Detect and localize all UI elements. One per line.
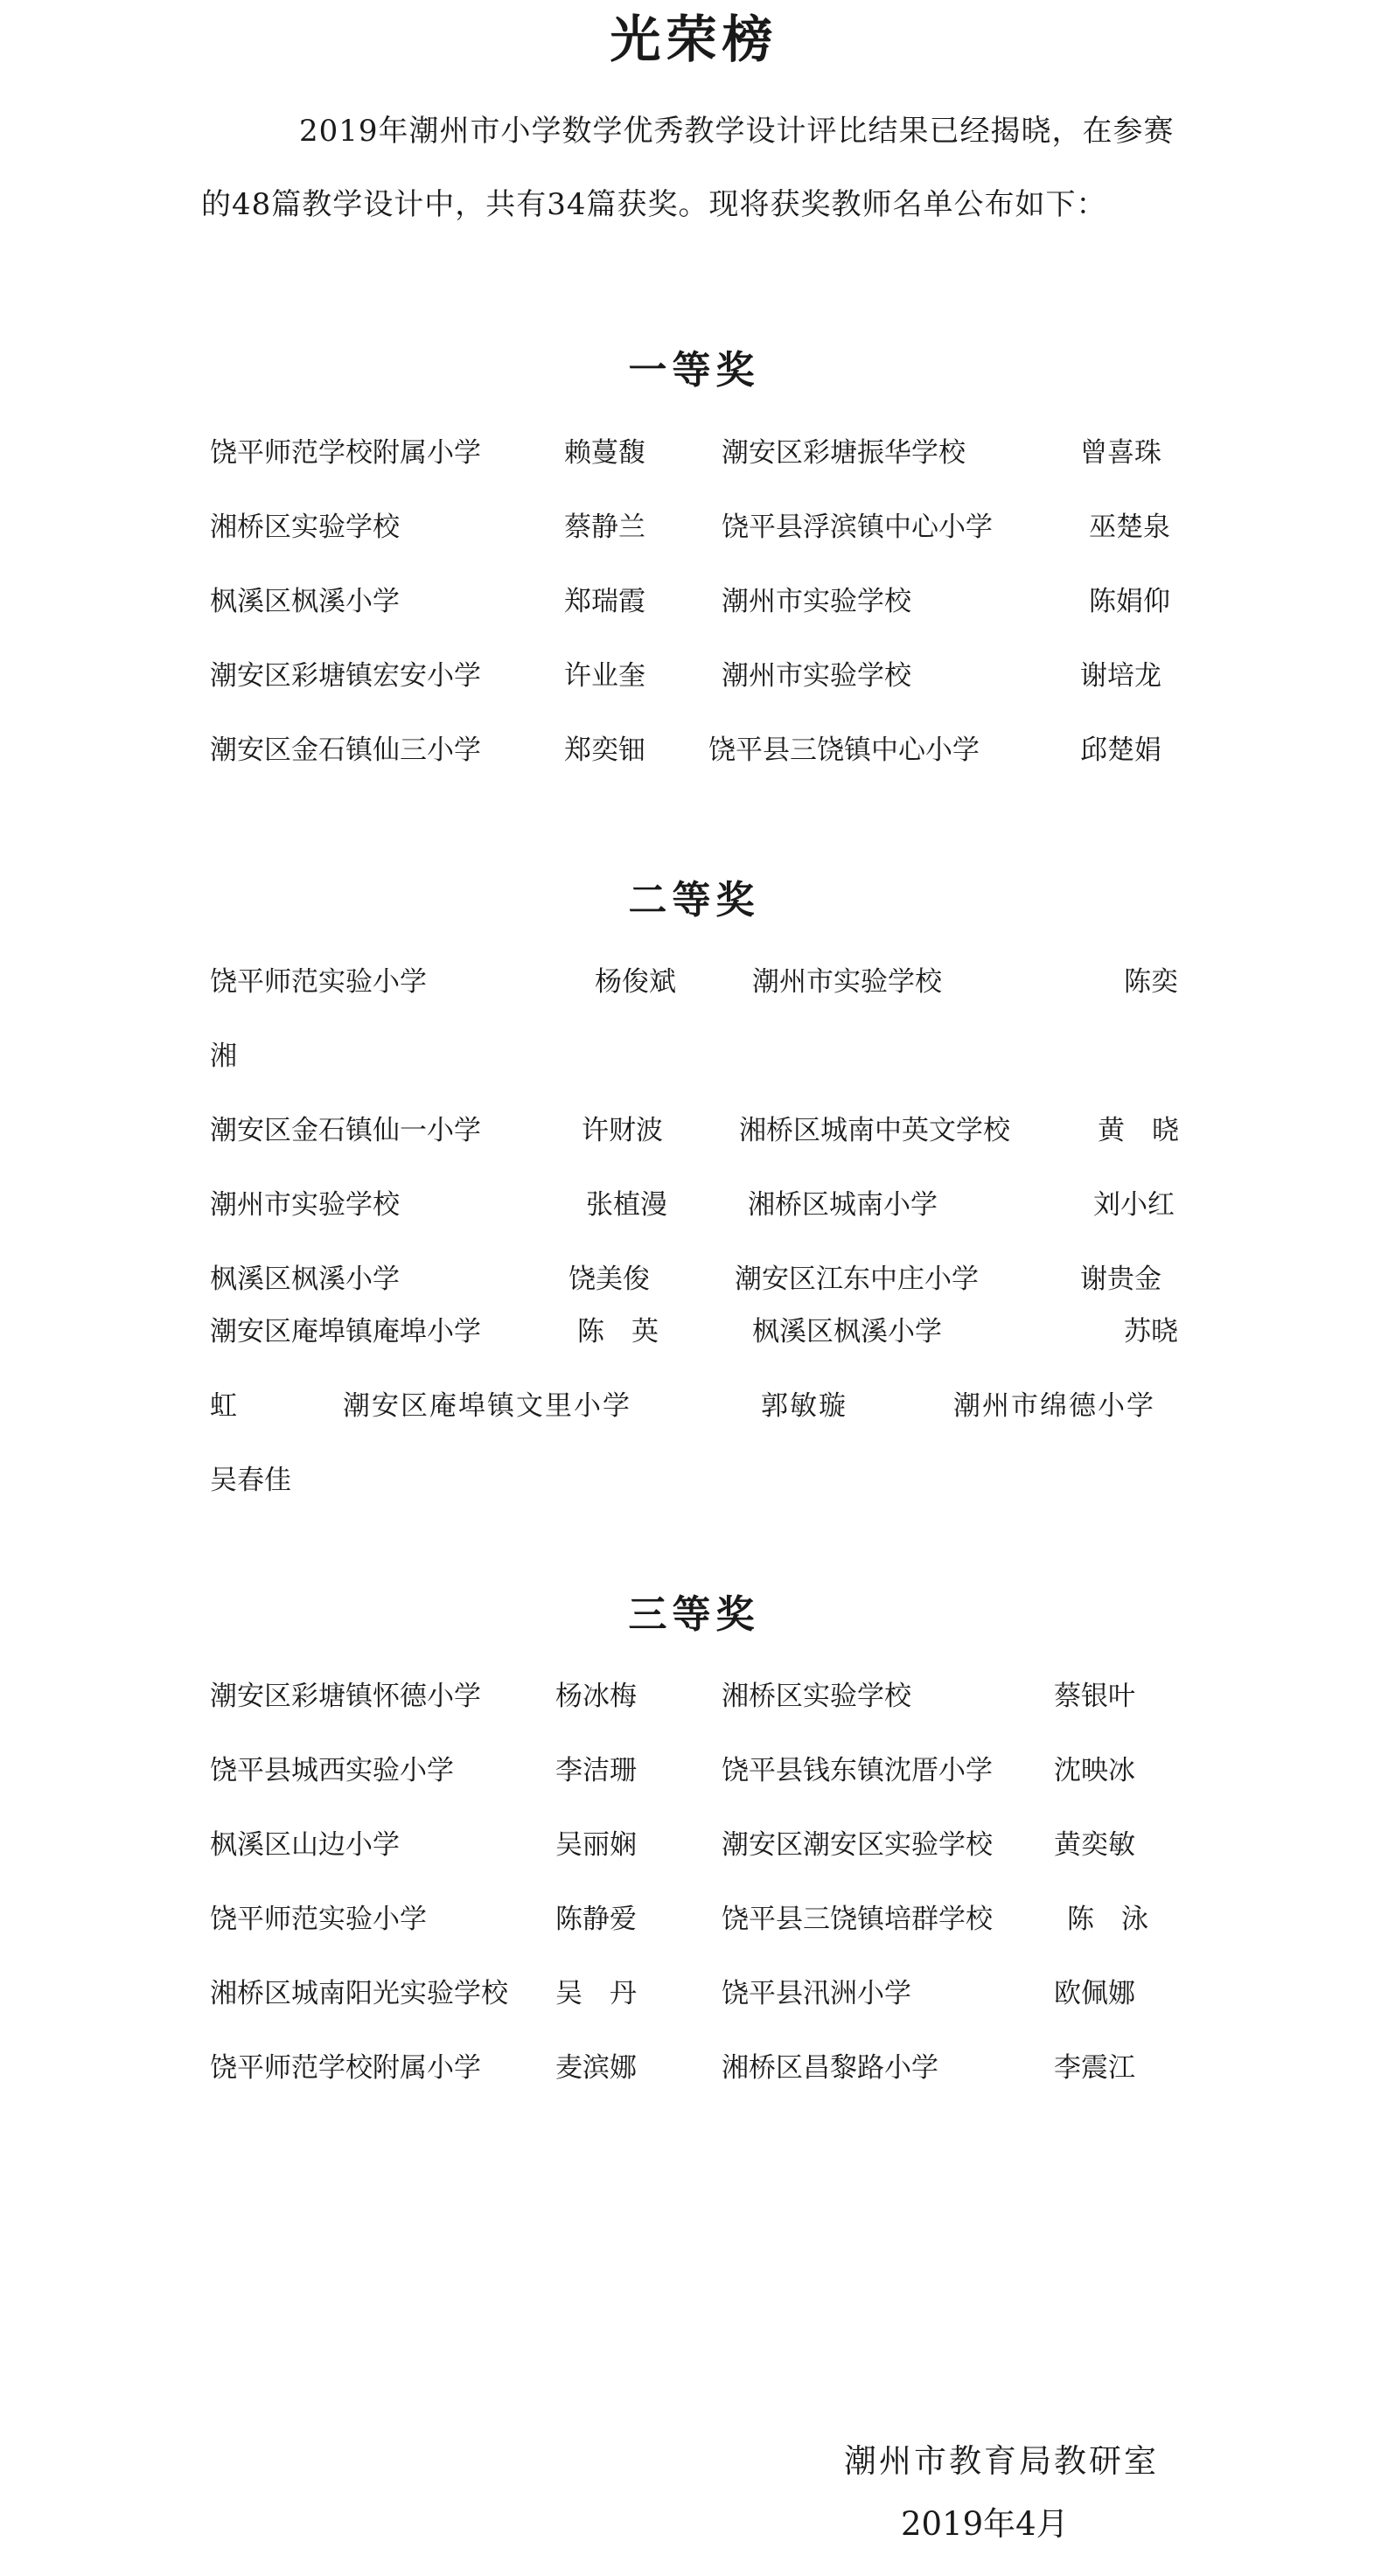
- school-1: 湘桥区城南阳光实验学校: [210, 1978, 508, 2009]
- wrapped-teacher-name: 吴春佳: [210, 1465, 291, 1496]
- page-title: 光荣榜: [610, 10, 778, 69]
- school-1: 枫溪区枫溪小学: [210, 586, 400, 617]
- school-1: 枫溪区山边小学: [210, 1829, 400, 1861]
- first-prize-heading: 一等奖: [628, 348, 760, 393]
- first-prize-row: [210, 431, 1181, 475]
- school-2: 潮州市实验学校: [752, 966, 942, 998]
- school-2: 潮州市实验学校: [722, 660, 911, 692]
- second-prize-row: [210, 1183, 1181, 1227]
- school-1: 湘桥区实验学校: [210, 512, 400, 543]
- third-prize-row: [210, 1749, 1181, 1793]
- teacher-1: 郑瑞霞: [564, 586, 645, 617]
- teacher-2: 陈 泳: [1067, 1904, 1148, 1935]
- third-prize-row: [210, 1972, 1181, 2016]
- school-2: 饶平县三饶镇中心小学: [708, 735, 980, 766]
- first-prize-row: [210, 580, 1181, 623]
- second-prize-row: [210, 1109, 1181, 1152]
- third-prize-row: [210, 1897, 1181, 1941]
- teacher-1: 郭敏璇: [761, 1390, 847, 1422]
- first-prize-row: [210, 654, 1181, 698]
- school-1: 潮州市实验学校: [210, 1189, 400, 1221]
- issuing-office: 潮州市教育局教研室: [844, 2442, 1159, 2480]
- teacher-2: 邱楚娟: [1080, 735, 1161, 766]
- school-1: 潮安区庵埠镇庵埠小学: [210, 1316, 481, 1347]
- school-1: 潮安区彩塘镇宏安小学: [210, 660, 481, 692]
- teacher-1: 郑奕钿: [564, 735, 645, 766]
- school-2: 饶平县钱东镇沈厝小学: [722, 1755, 993, 1786]
- teacher-2: 曾喜珠: [1080, 437, 1161, 469]
- school-1: 饶平县城西实验小学: [210, 1755, 454, 1786]
- school-2: 饶平县汛洲小学: [722, 1978, 911, 2009]
- school-2: 潮安区彩塘振华学校: [722, 437, 966, 469]
- teacher-1: 陈 英: [577, 1316, 659, 1347]
- teacher-1: 吴丽娴: [555, 1829, 637, 1861]
- teacher-1: 麦滨娜: [555, 2052, 637, 2084]
- second-prize-row: [210, 1310, 1181, 1354]
- teacher-2: 苏晓: [1124, 1316, 1178, 1347]
- school-1: 饶平师范实验小学: [210, 966, 427, 998]
- wrapped-name-tail: 湘: [210, 1041, 237, 1072]
- teacher-1: 吴 丹: [555, 1978, 637, 2009]
- third-prize-row: [210, 2046, 1181, 2090]
- teacher-2: 谢培龙: [1080, 660, 1161, 692]
- school-2: 枫溪区枫溪小学: [752, 1316, 942, 1347]
- teacher-1: 赖蔓馥: [564, 437, 645, 469]
- second-prize-row: [210, 1257, 1181, 1301]
- school-2: 湘桥区城南小学: [748, 1189, 938, 1221]
- school-2: 湘桥区实验学校: [722, 1681, 911, 1712]
- teacher-2: 巫楚泉: [1089, 512, 1170, 543]
- school-2: 饶平县三饶镇培群学校: [722, 1904, 993, 1935]
- school-2: 潮州市绵德小学: [953, 1390, 1155, 1422]
- teacher-1: 杨俊斌: [595, 966, 676, 998]
- school-1: 潮安区彩塘镇怀德小学: [210, 1681, 481, 1712]
- third-prize-heading: 三等奖: [628, 1592, 760, 1637]
- school-2: 湘桥区城南中英文学校: [739, 1115, 1010, 1146]
- school-1: 枫溪区枫溪小学: [210, 1264, 400, 1295]
- school-1: 潮安区庵埠镇文里小学: [343, 1390, 631, 1422]
- third-prize-row: [210, 1674, 1181, 1718]
- school-1: 潮安区金石镇仙一小学: [210, 1115, 481, 1146]
- school-2: 湘桥区昌黎路小学: [722, 2052, 938, 2084]
- first-prize-row: [210, 728, 1181, 772]
- school-2: 潮安区潮安区实验学校: [722, 1829, 993, 1861]
- issue-date: 2019年4月: [901, 2505, 1069, 2543]
- second-prize-row: [210, 960, 1181, 1004]
- wrapped-name-tail: 虹: [210, 1390, 237, 1422]
- teacher-2: 谢贵金: [1080, 1264, 1161, 1295]
- teacher-1: 蔡静兰: [564, 512, 645, 543]
- teacher-1: 李洁珊: [555, 1755, 637, 1786]
- teacher-2: 沈映冰: [1054, 1755, 1135, 1786]
- teacher-2: 李震江: [1054, 2052, 1135, 2084]
- school-1: 饶平师范学校附属小学: [210, 2052, 481, 2084]
- first-prize-row: [210, 505, 1181, 549]
- teacher-2: 刘小红: [1093, 1189, 1175, 1221]
- teacher-1: 陈静爱: [555, 1904, 637, 1935]
- second-prize-heading: 二等奖: [628, 878, 760, 922]
- teacher-2: 黄奕敏: [1054, 1829, 1135, 1861]
- teacher-1: 饶美俊: [568, 1264, 650, 1295]
- teacher-1: 杨冰梅: [555, 1681, 637, 1712]
- intro-paragraph: 2019年潮州市小学数学优秀教学设计评比结果已经揭晓，在参赛的48篇教学设计中，共有34篇获奖。现将获奖教师名单公布如下：: [201, 114, 1175, 222]
- school-2: 潮州市实验学校: [722, 586, 911, 617]
- third-prize-row: [210, 1823, 1181, 1867]
- teacher-1: 张植漫: [586, 1189, 667, 1221]
- school-2: 饶平县浮滨镇中心小学: [722, 512, 993, 543]
- school-1: 饶平师范实验小学: [210, 1904, 427, 1935]
- teacher-2: 黄 晓: [1098, 1115, 1179, 1146]
- teacher-2: 蔡银叶: [1054, 1681, 1135, 1712]
- teacher-1: 许财波: [582, 1115, 663, 1146]
- teacher-2: 欧佩娜: [1054, 1978, 1135, 2009]
- teacher-2: 陈奕: [1124, 966, 1178, 998]
- teacher-2: 陈娟仰: [1089, 586, 1170, 617]
- school-1: 潮安区金石镇仙三小学: [210, 735, 481, 766]
- school-2: 潮安区江东中庄小学: [735, 1264, 979, 1295]
- teacher-1: 许业奎: [564, 660, 645, 692]
- school-1: 饶平师范学校附属小学: [210, 437, 481, 469]
